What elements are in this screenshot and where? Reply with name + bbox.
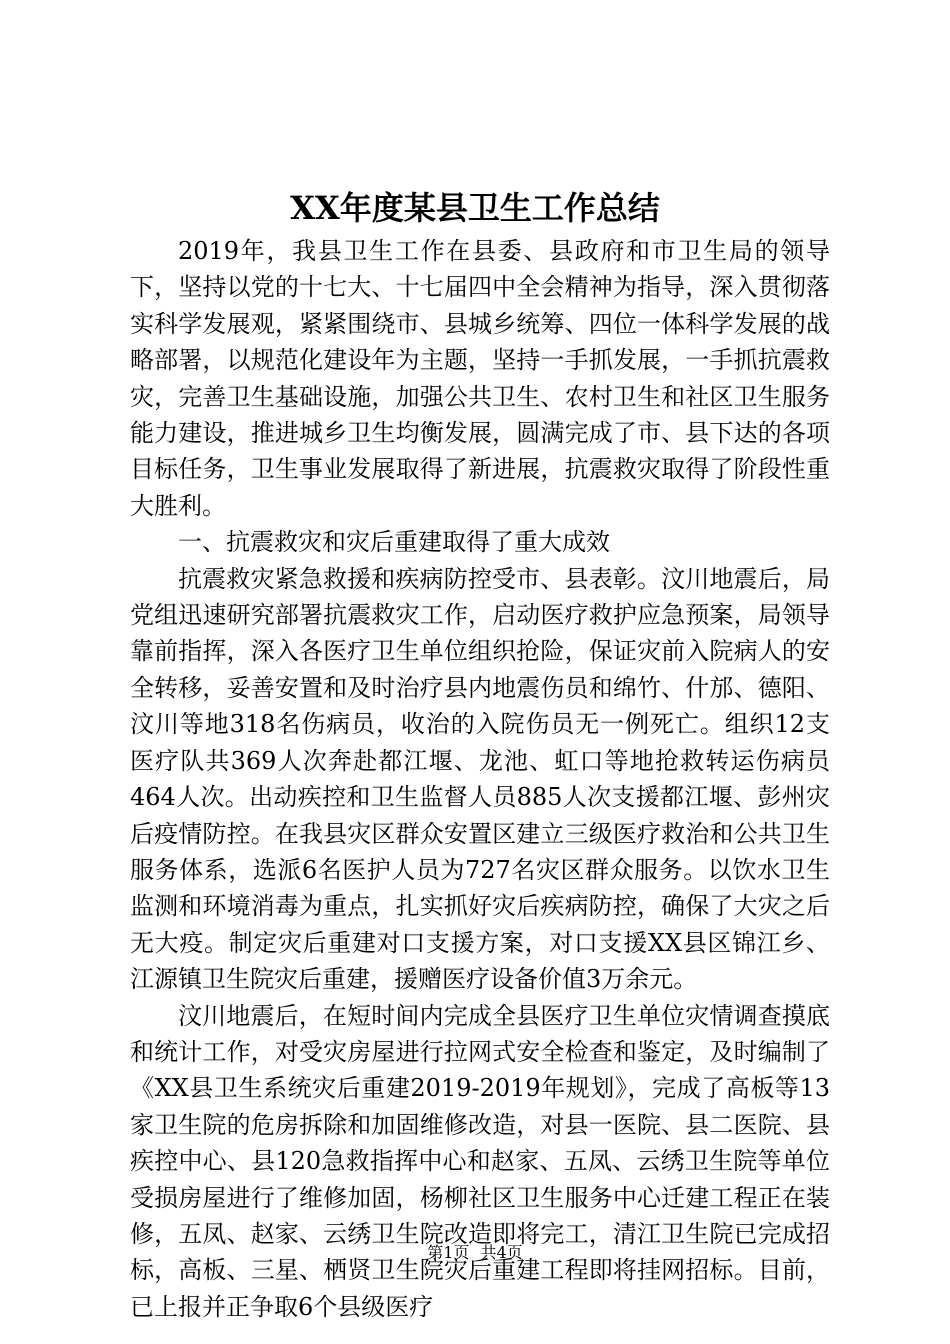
section-heading: 一、抗震救灾和灾后重建取得了重大成效 <box>178 528 610 557</box>
document-body <box>130 233 830 1325</box>
page-total: 共4页 <box>480 1243 523 1262</box>
paragraph-intro: 2019年，我县卫生工作在县委、县政府和市卫生局的领导下，坚持以党的十七大、十七届四中全会精神为指导，深入贯彻落实科学发展观，紧紧围绕市、县城乡统筹、四位一体科学发展的战略部署，以规范化建设年为主题，坚持一手抓发展，一手抓抗震救灾，完善卫生基础设施，加强公共卫生、农村卫生和社区卫生服务能力建设，推进城乡卫生均衡发展，圆满完成了市、县下达的各项目标任务，卫生事业发展取得了新进展，抗震救灾取得了阶段性重大胜利。 <box>130 237 830 520</box>
page-footer <box>0 1242 950 1264</box>
page-number: 第1页 <box>427 1243 470 1262</box>
document-title: XX年度某县卫生工作总结 <box>290 189 660 227</box>
paragraph-relief: 抗震救灾紧急救援和疾病防控受市、县表彰。汶川地震后，局党组迅速研究部署抗震救灾工作，启动医疗救护应急预案，局领导靠前指挥，深入各医疗卫生单位组织抢险，保证灾前入院病人的安全转移，妥善安置和及时治疗县内地震伤员和绵竹、什邡、德阳、汶川等地318名伤病员，收治的入院伤员无一例死亡。组织12支医疗队共369人次奔赴都江堰、龙池、虹口等地抢救转运伤病员464人次。出动疾控和卫生监督人员885人次支援都江堰、彭州灾后疫情防控。在我县灾区群众安置区建立三级医疗救治和公共卫生服务体系，选派6名医护人员为727名灾区群众服务。以饮水卫生监测和环境消毒为重点，扎实抓好灾后疾病防控，确保了大灾之后无大疫。制定灾后重建对口支援方案，对口支援XX县区锦江乡、江源镇卫生院灾后重建，援赠医疗设备价值3万余元。 <box>130 564 830 994</box>
paragraph-reconstruction: 汶川地震后，在短时间内完成全县医疗卫生单位灾情调查摸底和统计工作，对受灾房屋进行拉网式安全检查和鉴定，及时编制了《XX县卫生系统灾后重建2019-2019年规划》，完成了高板等13家卫生院的危房拆除和加固维修改造，对县一医院、县二医院、县疾控中心、县120急救指挥中心和赵家、五凤、云绣卫生院等单位受损房屋进行了维修加固，杨柳社区卫生服务中心迁建工程正在装修，五凤、赵家、云绣卫生院改造即将完工，清江卫生院已完成招标，高板、三星、栖贤卫生院灾后重建工程即将挂网招标。目前，已上报并正争取6个县级医疗 <box>130 1001 830 1321</box>
